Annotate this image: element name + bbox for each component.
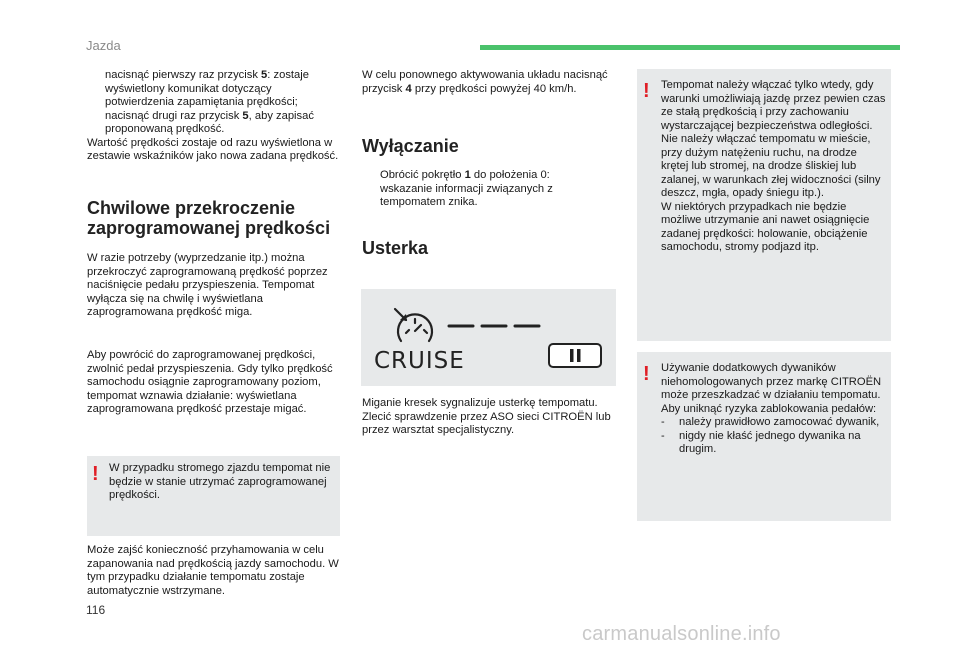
list-item: - nigdy nie kłaść jednego dywanika na drugim. [661,429,861,455]
cruise-display-illustration [361,289,616,386]
warning-text: Tempomat należy włączać tylko wtedy, gdy warunki umożliwiają jazdę przez pewien czas ze stałą prędkością i przy zachowaniu wystarczającej bezpieczeństwa odległości. Nie należy włączać tempomatu w mieście, przy dużym natężeniu ruchu, na drodze krętej lub stromej, na drodze śliskiej lub zalanej, w warunkach złej widoczności (silny deszcz, mgła, opady śniegu itp.). W niektórych przypadkach nie będzie możliwe utrzymanie ani nawet osiągnięcie zadanej prędkości: holowanie, obciążenie samochodu, stromy podjazd itp. [661,79,886,253]
paragraph: Miganie kresek sygnalizuje usterkę tempomatu. Zlecić sprawdzenie przez ASO sieci CITROËN lub przez warsztat specjalistyczny. [362,397,611,436]
paragraph: Wartość prędkości zostaje od razu wyświetlona w zestawie wskaźników jako nowa zadana prędkość. [87,136,339,162]
section-heading: Wyłączanie [362,136,459,156]
section-title: Jazda [86,38,121,53]
paragraph: W celu ponownego aktywowania układu nacisnąć przycisk 4 przy prędkości powyżej 40 km/h. [362,69,608,95]
warning-icon: ! [643,363,650,385]
warning-icon: ! [643,80,650,102]
warning-text: Używanie dodatkowych dywaników niehomologowanych przez markę CITROËN może przeszkadzać w działaniu tempomatu. Aby uniknąć ryzyka zablokowania pedałów: - należy prawidłowo zamocować dywanik, - nigdy nie kłaść jednego dywanika na drugim. [661,362,887,457]
watermark: carmanualsonline.info [582,623,781,645]
list-item: Obrócić pokrętło 1 do położenia 0: wskazanie informacji związanych z tempomatem znika. [380,169,553,208]
list-item: nacisnąć pierwszy raz przycisk 5: zostaje wyświetlony komunikat dotyczący potwierdzenia zapamiętania prędkości; [105,69,309,108]
pause-icon [549,344,601,367]
paragraph: W razie potrzeby (wyprzedzanie itp.) można przekroczyć zaprogramowaną prędkość poprzez naciśnięcie pedału przyspieszenia. Tempomat wyłącza się na chwilę i wyświetlana zaprogramowana prędkość miga. [87,252,328,318]
cruise-label: CRUISE [374,348,465,374]
section-accent-bar [480,45,900,50]
speedometer-icon [395,309,432,341]
warning-icon: ! [92,463,99,485]
list-item: nacisnąć drugi raz przycisk 5, aby zapisać proponowaną prędkość. [105,109,314,135]
section-heading: Usterka [362,238,429,258]
warning-text: W przypadku stromego zjazdu tempomat nie będzie w stanie utrzymać zaprogramowanej prędkości. [109,462,331,501]
list-item: - należy prawidłowo zamocować dywanik, [661,416,880,428]
paragraph: Aby powrócić do zaprogramowanej prędkości, zwolnić pedał przyspieszenia. Gdy tylko prędkość samochodu osiągnie zaprogramowany poziom, tempomat wznawia działanie: wyświetlana zaprogramowana prędkość przestaje migać. [87,349,333,415]
column-1 [87,69,342,164]
section-heading: Chwilowe przekroczenie zaprogramowanej prędkości [87,198,331,238]
paragraph: Może zajść konieczność przyhamowania w celu zapanowania nad prędkością jazdy samochodu. W tym przypadku działanie tempomatu zostaje automatycznie wstrzymane. [87,544,339,597]
page-number: 116 [86,603,106,617]
